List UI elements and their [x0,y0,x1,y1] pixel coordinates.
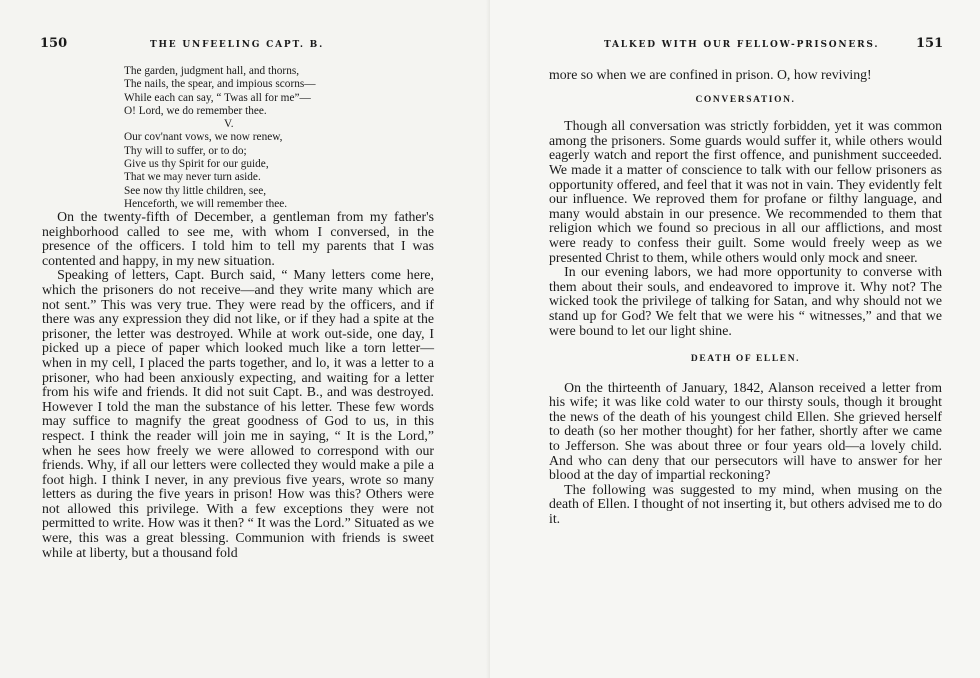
right-running-head: TALKED WITH OUR FELLOW-PRISONERS. [604,40,880,50]
poem-line: Give us thy Spirit for our guide, [124,158,269,171]
paragraph: In our evening labors, we had more opportunity to converse with them about their souls, and endeavored to improve it. Why not? The wicked took the privilege of talking for Satan, and why should not we stand up for God? We felt that we were his “ witnesses,” and that we were bound to let our light shine. [549,264,942,338]
section-heading-death-of-ellen: DEATH OF ELLEN. [690,354,801,365]
left-running-head: THE UNFEELING CAPT. B. [150,40,325,50]
paragraph: On the twenty-fifth of December, a gentleman from my father's neighborhood called to see me, with whom I conversed, in the presence of the officers. I told him to tell my parents that I was contented and happy, in my new situation. [42,209,434,268]
poem-line: The garden, judgment hall, and thorns, [124,65,300,77]
right-body-text [549,68,942,527]
left-body-text [42,210,434,560]
poem-line: See now thy little children, see, [124,184,267,197]
paragraph: On the thirteenth of January, 1842, Alanson received a letter from his wife; it was like cold water to our thirsty souls, though it brought the news of the death of his youngest child Ellen. She grieved herself to death (so her mother thought) for her father, shortly after we came to Jefferson. She was about three or four years old—a lovely child. And who can deny that our persecutors will have to answer for her blood at the day of impartial reckoning? [549,379,942,483]
poem-line: O! Lord, we do remember thee. [124,104,267,117]
poem-line: Henceforth, we will remember thee. [124,197,288,210]
poem-line: Our cov'nant vows, we now renew, [124,131,283,144]
paragraph: Though all conversation was strictly forbidden, yet it was common among the prisoners. Some guards would suffer it, while others would eagerly watch and report the first offence, and punishment succeeded. We made it a matter of conscience to talk with our fellow prisoners as opportunity offered, and feel that it was not in vain. They evidently felt our influence. We reproved them for profane or filthy language, and many would abstain in our presence. We recommended to them that religion which we found so precious in all our afflictions, and most were ready to confess their guilt. Some would freely weep as we presented Christ to them, while others would only mock and sneer. [549,118,942,265]
paragraph: more so when we are confined in prison. O, how reviving! [549,67,872,82]
poem-line: Thy will to suffer, or to do; [124,144,247,157]
right-page-number: 151 [916,36,944,51]
stanza-number: V. [224,118,234,131]
poem [124,65,454,211]
paragraph: The following was suggested to my mind, when musing on the death of Ellen. I thought of not inserting it, but others advised me to do it. [549,481,942,527]
right-page [490,0,980,678]
paragraph: Speaking of letters, Capt. Burch said, “ Many letters come here, which the prisoners do not receive—and they write many which are not sent.” This was very true. They were read by the officers, and if there was any expression they did not like, or if they had a spite at the prisoner, the letter was destroyed. While at work out-side, one day, I picked up a piece of paper which looked much like a torn letter—when in my cell, I placed the parts together, and lo, it was a letter to a prisoner, who had been anxiously expecting, and waiting for a letter from his wife and friends. It did not suit Capt. B., and was destroyed. However I told the man the substance of his letter. These few words may suffice to magnify the great goodness of God to us, in this respect. I think the reader will join me in saying, “ It is the Lord,” when he sees how freely we were allowed to correspond with our friends. Why, if all our letters were collected they would make a pile a foot high. I think I never, in any previous five years, wrote so many letters as during the five years in prison! How was this? Others were not allowed this privilege. With a few exceptions they were not permitted to write. How was it then? “ It was the Lord.” Situated as we were, this was a great blessing. Communion with friends is sweet while at liberty, but a thousand fold [42,267,434,560]
left-page-number: 150 [40,36,68,51]
poem-line: The nails, the spear, and impious scorns— [124,78,316,91]
poem-line: While each can say, “ Twas all for me”— [124,91,311,104]
poem-line: That we may never turn aside. [124,171,261,184]
section-heading-conversation: CONVERSATION. [695,94,796,105]
